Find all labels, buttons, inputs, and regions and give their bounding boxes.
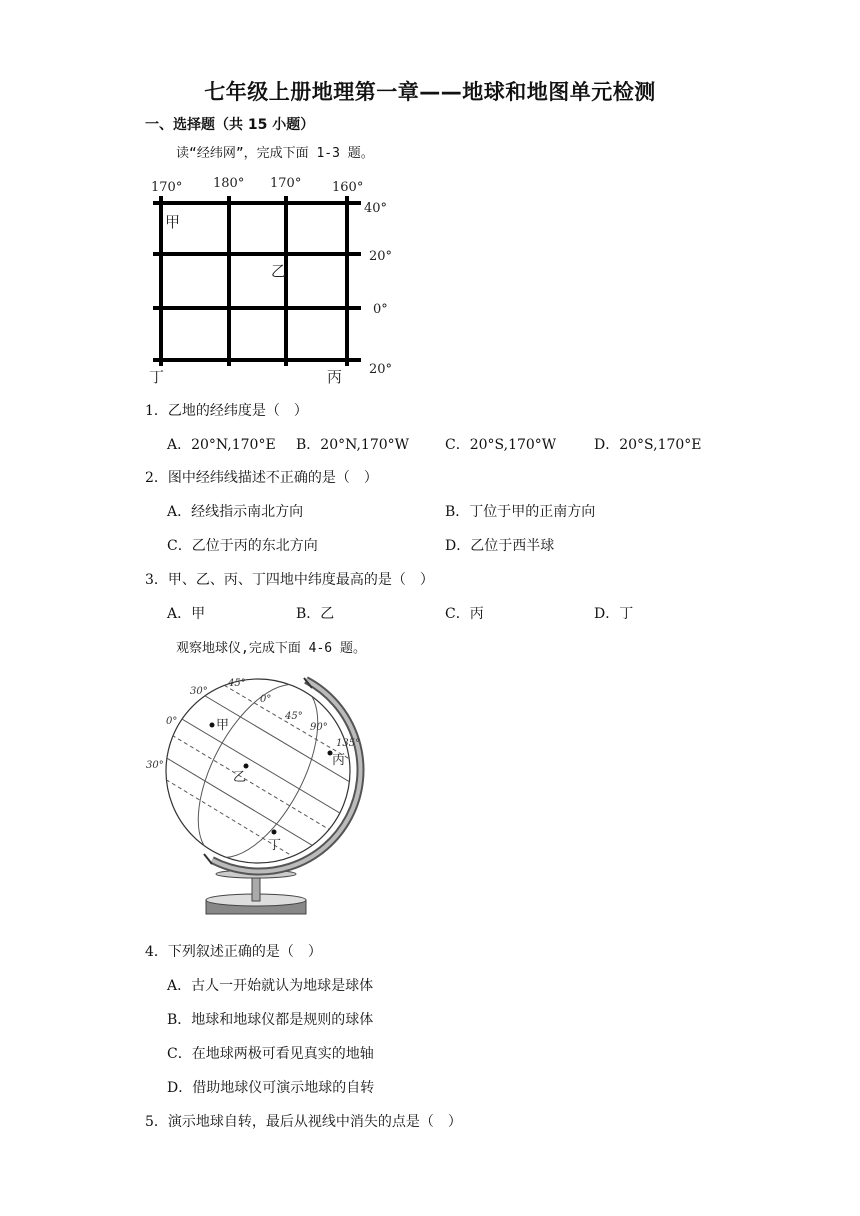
point-yi-label: 乙: [271, 262, 287, 280]
q4-option-a: A．古人一开始就认为地球是球体: [167, 978, 374, 994]
q3-option-c: C．丙: [445, 606, 484, 622]
q2-option-b: B．丁位于甲的正南方向: [445, 504, 596, 520]
question-5-stem: 5．演示地球自转，最后从视线中消失的点是（ ）: [145, 1114, 462, 1130]
globe-point-yi: [244, 764, 249, 769]
globe-label: 90°: [310, 722, 328, 733]
globe-point-label: 乙: [233, 770, 247, 785]
globe-label: 0°: [260, 694, 272, 705]
question-1-stem: 1．乙地的经纬度是（ ）: [145, 403, 308, 419]
page-title: 七年级上册地理第一章——地球和地图单元检测: [204, 80, 656, 104]
globe-label: 45°: [285, 711, 303, 722]
q1-option-d: D．20°S,170°E: [594, 437, 702, 453]
grid-right-label: 20°: [369, 362, 393, 377]
globe-point-jia: [210, 723, 215, 728]
q4-option-d: D．借助地球仪可演示地球的自转: [167, 1080, 375, 1096]
grid-right-label: 40°: [364, 201, 388, 216]
point-bing-label: 丙: [327, 368, 343, 386]
q2-option-a: A．经线指示南北方向: [167, 504, 304, 520]
q4-option-c: C．在地球两极可看见真实的地轴: [167, 1046, 374, 1062]
globe-point-label: 丁: [268, 838, 282, 853]
globe-label: 30°: [190, 686, 208, 697]
globe-point-ding: [272, 830, 277, 835]
q3-option-a: A．甲: [167, 606, 206, 622]
grid-right-label: 0°: [373, 302, 388, 317]
question-2-stem: 2．图中经纬线描述不正确的是（ ）: [145, 470, 378, 486]
intro-text-2: 观察地球仪,完成下面 4-6 题。: [176, 641, 366, 656]
point-ding-label: 丁: [149, 368, 165, 386]
globe-point-label: 甲: [216, 718, 230, 733]
section-heading: 一、选择题（共 15 小题）: [145, 117, 315, 133]
intro-text-1: 读“经纬网”，完成下面 1-3 题。: [176, 146, 374, 161]
grid-top-label: 160°: [332, 180, 364, 195]
grid-right-label: 20°: [369, 249, 393, 264]
question-4-stem: 4．下列叙述正确的是（ ）: [145, 944, 322, 960]
q1-option-c: C．20°S,170°W: [445, 437, 557, 453]
grid-top-label: 170°: [270, 176, 302, 191]
grid-top-label: 180°: [213, 176, 245, 191]
globe-label: 30°: [146, 760, 164, 771]
q3-option-d: D．丁: [594, 606, 634, 622]
q4-option-b: B．地球和地球仪都是规则的球体: [167, 1012, 374, 1028]
grid-top-label: 170°: [151, 180, 183, 195]
globe-point-label: 丙: [332, 753, 346, 768]
q2-option-c: C．乙位于丙的东北方向: [167, 538, 318, 554]
globe-label: 135°: [336, 738, 361, 749]
globe-label: 45°: [228, 678, 246, 689]
q3-option-b: B．乙: [296, 606, 335, 622]
q1-option-a: A．20°N,170°E: [167, 437, 276, 453]
globe-figure: [140, 666, 380, 926]
question-3-stem: 3．甲、乙、丙、丁四地中纬度最高的是（ ）: [145, 572, 434, 588]
q2-option-d: D．乙位于西半球: [445, 538, 555, 554]
q1-option-b: B．20°N,170°W: [296, 437, 410, 453]
point-jia-label: 甲: [165, 213, 181, 231]
globe-label: 0°: [166, 716, 178, 727]
lat-long-grid-figure: [145, 170, 405, 390]
